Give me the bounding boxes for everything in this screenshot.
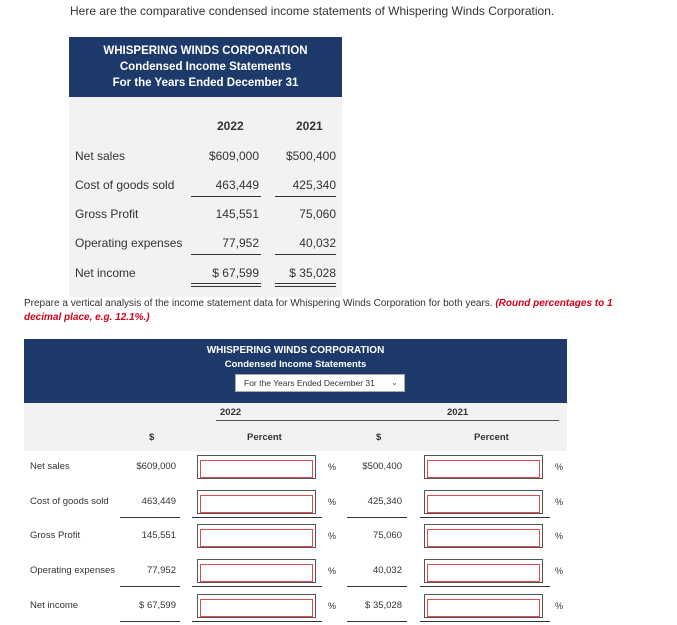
row-label: Net income xyxy=(30,600,79,611)
row-label: Net sales xyxy=(30,461,70,472)
row-label: Cost of goods sold xyxy=(75,178,175,192)
value-2022: $609,000 xyxy=(208,149,259,163)
double-underline xyxy=(275,286,336,287)
underline xyxy=(191,254,261,255)
double-underline xyxy=(347,621,407,622)
statement-company: WHISPERING WINDS CORPORATION xyxy=(103,45,308,57)
value-2021: 75,060 xyxy=(372,530,402,541)
double-underline xyxy=(192,621,322,622)
dollar-column-heading: $ xyxy=(149,432,155,443)
percent-2022-input[interactable] xyxy=(200,599,313,617)
statement-table xyxy=(69,97,342,297)
percent-2022-input[interactable] xyxy=(200,529,313,547)
percent-2021-box xyxy=(424,455,543,479)
row-label: Gross Profit xyxy=(75,207,139,221)
percent-2021-input[interactable] xyxy=(427,599,540,617)
percent-2021-box xyxy=(424,559,543,583)
percent-sign: % xyxy=(555,462,564,472)
percent-sign: % xyxy=(328,462,337,472)
statement-header xyxy=(69,37,342,97)
double-underline xyxy=(420,621,550,622)
year-divider xyxy=(216,420,364,421)
percent-sign: % xyxy=(328,531,337,541)
percent-2022-input[interactable] xyxy=(200,564,313,582)
value-2022: 77,952 xyxy=(222,236,259,250)
percent-2021-box xyxy=(424,524,543,548)
underline xyxy=(275,254,336,255)
underline xyxy=(120,517,180,518)
underline xyxy=(191,196,261,197)
double-underline xyxy=(191,286,261,287)
underline xyxy=(347,517,407,518)
year-2022-heading: 2022 xyxy=(220,407,242,418)
row-label: Operating expenses xyxy=(75,236,183,250)
percent-sign: % xyxy=(555,497,564,507)
row-label: Net income xyxy=(75,266,136,280)
percent-2021-input[interactable] xyxy=(427,495,540,513)
value-2021: 75,060 xyxy=(299,207,336,221)
year-2022-heading: 2022 xyxy=(217,119,244,133)
analysis-company: WHISPERING WINDS CORPORATION xyxy=(206,345,385,356)
value-2022: 145,551 xyxy=(215,207,259,221)
percent-2021-box xyxy=(424,594,543,618)
underline xyxy=(420,586,550,587)
value-2022: $609,000 xyxy=(136,461,176,472)
percent-2021-input[interactable] xyxy=(427,529,540,547)
analysis-header xyxy=(24,339,567,403)
period-select[interactable] xyxy=(235,374,405,392)
value-2022: 463,449 xyxy=(215,178,259,192)
value-2022: $ 67,599 xyxy=(139,600,176,611)
double-underline xyxy=(191,283,261,284)
percent-column-heading: Percent xyxy=(474,432,509,443)
percent-2022-input[interactable] xyxy=(200,460,313,478)
underline xyxy=(192,517,322,518)
year-2021-heading: 2021 xyxy=(447,407,469,418)
double-underline xyxy=(275,283,336,284)
value-2021: 40,032 xyxy=(372,565,402,576)
instructions xyxy=(24,297,634,325)
value-2021: 425,340 xyxy=(367,496,402,507)
percent-sign: % xyxy=(328,601,337,611)
statement-period: For the Years Ended December 31 xyxy=(112,77,299,89)
dollar-column-heading: $ xyxy=(376,432,382,443)
percent-sign: % xyxy=(328,497,337,507)
intro-text: Here are the comparative condensed income statements of Whispering Winds Corporation. xyxy=(70,4,555,18)
percent-column-heading: Percent xyxy=(247,432,282,443)
percent-sign: % xyxy=(555,566,564,576)
double-underline xyxy=(120,621,180,622)
percent-sign: % xyxy=(555,601,564,611)
underline xyxy=(275,196,336,197)
underline xyxy=(347,586,407,587)
value-2021: $500,400 xyxy=(362,461,402,472)
percent-2022-box xyxy=(197,455,316,479)
row-label: Operating expenses xyxy=(30,565,116,576)
row-label: Gross Profit xyxy=(30,530,81,541)
value-2021: $ 35,028 xyxy=(289,266,336,280)
value-2021: 40,032 xyxy=(299,236,336,250)
underline xyxy=(420,517,550,518)
row-label: Net sales xyxy=(75,149,126,163)
value-2022: 463,449 xyxy=(141,496,176,507)
value-2022: $ 67,599 xyxy=(212,266,259,280)
underline xyxy=(120,586,180,587)
value-2021: 425,340 xyxy=(292,178,336,192)
rounding-note: (Round percentages to 1 decimal place, e.g. 12.1%.) xyxy=(24,298,613,323)
value-2021: $500,400 xyxy=(285,149,336,163)
percent-2021-input[interactable] xyxy=(427,460,540,478)
value-2021: $ 35,028 xyxy=(365,600,402,611)
analysis-column-header xyxy=(24,403,567,451)
instructions-text: Prepare a vertical analysis of the income statement data for Whispering Winds Corporation for both years. xyxy=(24,298,493,309)
row-label: Cost of goods sold xyxy=(30,496,109,507)
percent-2022-input[interactable] xyxy=(200,495,313,513)
percent-2022-box xyxy=(197,490,316,514)
percent-2022-box xyxy=(197,524,316,548)
analysis-title: Condensed Income Statements xyxy=(224,359,367,370)
year-divider xyxy=(364,420,559,421)
percent-sign: % xyxy=(328,566,337,576)
statement-title: Condensed Income Statements xyxy=(119,61,292,73)
percent-2021-box xyxy=(424,490,543,514)
percent-2021-input[interactable] xyxy=(427,564,540,582)
value-2022: 77,952 xyxy=(146,565,176,576)
chevron-down-icon: ⌄ xyxy=(391,378,398,387)
underline xyxy=(192,586,322,587)
percent-2022-box xyxy=(197,559,316,583)
percent-2022-box xyxy=(197,594,316,618)
percent-sign: % xyxy=(555,531,564,541)
year-2021-heading: 2021 xyxy=(296,119,323,133)
value-2022: 145,551 xyxy=(141,530,176,541)
period-select-value: For the Years Ended December 31 xyxy=(244,378,375,388)
